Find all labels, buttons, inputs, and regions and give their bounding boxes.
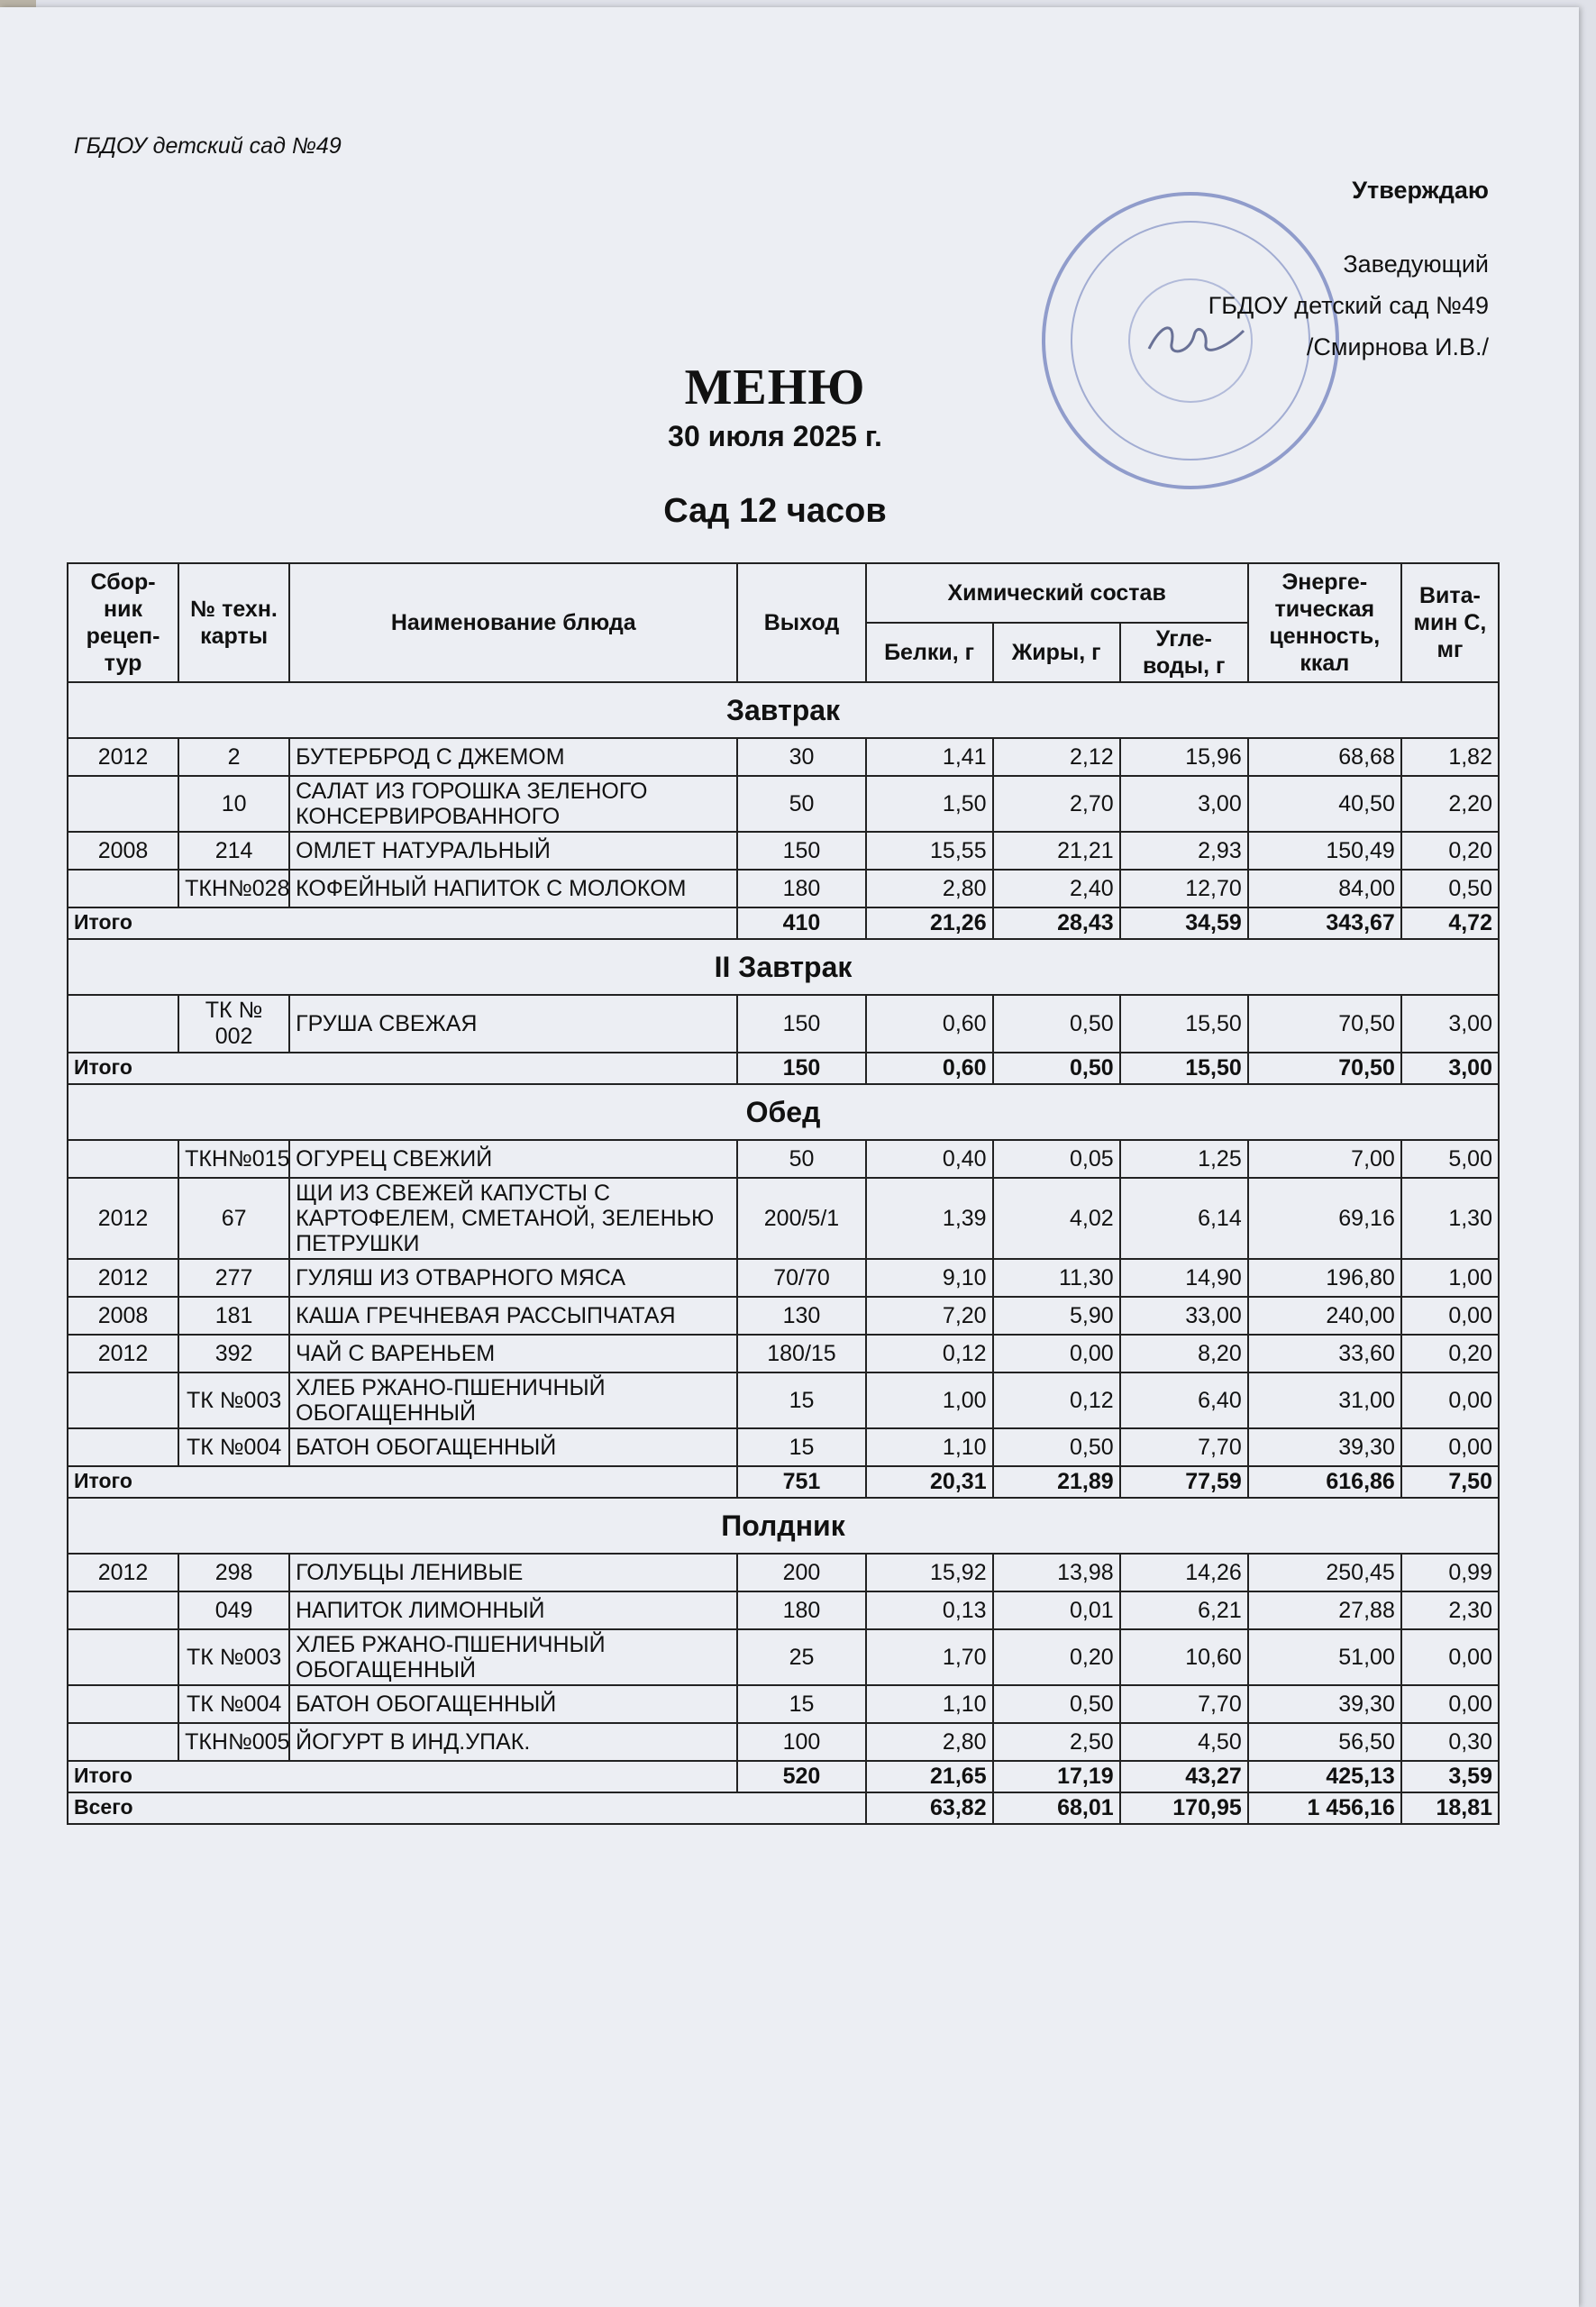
vitamin-value: 2,20 bbox=[1401, 776, 1499, 832]
dish-name: ГУЛЯШ ИЗ ОТВАРНОГО МЯСА bbox=[289, 1259, 737, 1297]
collection-year: 2012 bbox=[68, 1178, 178, 1259]
header-carbs: Угле-воды, г bbox=[1120, 623, 1248, 682]
carbs-value: 6,21 bbox=[1120, 1591, 1248, 1629]
dish-name: ХЛЕБ РЖАНО-ПШЕНИЧНЫЙ ОБОГАЩЕННЫЙ bbox=[289, 1629, 737, 1685]
fat-value: 4,02 bbox=[993, 1178, 1120, 1259]
carbs-value: 3,00 bbox=[1120, 776, 1248, 832]
dish-row bbox=[68, 1259, 1499, 1297]
menu-table bbox=[67, 562, 1500, 1825]
vitamin-value: 0,20 bbox=[1401, 832, 1499, 870]
total-energy: 616,86 bbox=[1248, 1466, 1401, 1498]
total-row bbox=[68, 1053, 1499, 1084]
output-grams: 100 bbox=[737, 1723, 865, 1761]
fat-value: 2,50 bbox=[993, 1723, 1120, 1761]
output-grams: 180/15 bbox=[737, 1335, 865, 1372]
fat-value: 0,05 bbox=[993, 1140, 1120, 1178]
carbs-value: 2,93 bbox=[1120, 832, 1248, 870]
output-grams: 150 bbox=[737, 995, 865, 1053]
card-number: ТК №004 bbox=[178, 1428, 289, 1466]
collection-year bbox=[68, 870, 178, 907]
card-number: 2 bbox=[178, 738, 289, 776]
dish-name: КАША ГРЕЧНЕВАЯ РАССЫПЧАТАЯ bbox=[289, 1297, 737, 1335]
collection-year bbox=[68, 1685, 178, 1723]
energy-value: 7,00 bbox=[1248, 1140, 1401, 1178]
collection-year bbox=[68, 995, 178, 1053]
total-output: 150 bbox=[737, 1053, 865, 1084]
fat-value: 0,50 bbox=[993, 1428, 1120, 1466]
output-grams: 30 bbox=[737, 738, 865, 776]
energy-value: 51,00 bbox=[1248, 1629, 1401, 1685]
dish-name: БУТЕРБРОД С ДЖЕМОМ bbox=[289, 738, 737, 776]
carbs-value: 12,70 bbox=[1120, 870, 1248, 907]
total-carbs: 15,50 bbox=[1120, 1053, 1248, 1084]
dish-row bbox=[68, 1178, 1499, 1259]
carbs-value: 6,14 bbox=[1120, 1178, 1248, 1259]
energy-value: 27,88 bbox=[1248, 1591, 1401, 1629]
fat-value: 0,00 bbox=[993, 1335, 1120, 1372]
header-dish: Наименование блюда bbox=[289, 563, 737, 682]
total-fat: 21,89 bbox=[993, 1466, 1120, 1498]
dish-row bbox=[68, 832, 1499, 870]
menu-date: 30 июля 2025 г. bbox=[668, 420, 882, 452]
total-label: Итого bbox=[68, 907, 737, 939]
protein-value: 1,70 bbox=[866, 1629, 993, 1685]
protein-value: 15,55 bbox=[866, 832, 993, 870]
protein-value: 0,12 bbox=[866, 1335, 993, 1372]
energy-value: 31,00 bbox=[1248, 1372, 1401, 1428]
total-row bbox=[68, 907, 1499, 939]
total-label: Итого bbox=[68, 1053, 737, 1084]
energy-value: 69,16 bbox=[1248, 1178, 1401, 1259]
approval-heading: Утверждаю bbox=[1352, 177, 1489, 204]
total-vitamin: 7,50 bbox=[1401, 1466, 1499, 1498]
vitamin-value: 0,00 bbox=[1401, 1372, 1499, 1428]
card-number: ТК № 002 bbox=[178, 995, 289, 1053]
total-protein: 0,60 bbox=[866, 1053, 993, 1084]
dish-name: ЧАЙ С ВАРЕНЬЕМ bbox=[289, 1335, 737, 1372]
output-grams: 180 bbox=[737, 1591, 865, 1629]
protein-value: 1,50 bbox=[866, 776, 993, 832]
collection-year: 2012 bbox=[68, 1259, 178, 1297]
total-protein: 21,26 bbox=[866, 907, 993, 939]
approval-org: ГБДОУ детский сад №49 bbox=[1208, 292, 1489, 319]
total-energy: 425,13 bbox=[1248, 1761, 1401, 1792]
dish-name: НАПИТОК ЛИМОННЫЙ bbox=[289, 1591, 737, 1629]
output-grams: 200 bbox=[737, 1554, 865, 1591]
dish-name: ГОЛУБЦЫ ЛЕНИВЫЕ bbox=[289, 1554, 737, 1591]
protein-value: 2,80 bbox=[866, 1723, 993, 1761]
fat-value: 13,98 bbox=[993, 1554, 1120, 1591]
approval-block bbox=[1020, 169, 1489, 368]
card-number: ТКН№015 bbox=[178, 1140, 289, 1178]
collection-year bbox=[68, 1428, 178, 1466]
carbs-value: 10,60 bbox=[1120, 1629, 1248, 1685]
dish-row bbox=[68, 1140, 1499, 1178]
collection-year bbox=[68, 1372, 178, 1428]
protein-value: 1,41 bbox=[866, 738, 993, 776]
protein-value: 1,00 bbox=[866, 1372, 993, 1428]
total-output: 751 bbox=[737, 1466, 865, 1498]
protein-value: 1,39 bbox=[866, 1178, 993, 1259]
energy-value: 68,68 bbox=[1248, 738, 1401, 776]
collection-year: 2008 bbox=[68, 832, 178, 870]
protein-value: 1,10 bbox=[866, 1685, 993, 1723]
document-page bbox=[0, 7, 1579, 2307]
fat-value: 0,50 bbox=[993, 995, 1120, 1053]
output-grams: 180 bbox=[737, 870, 865, 907]
total-label: Итого bbox=[68, 1466, 737, 1498]
output-grams: 130 bbox=[737, 1297, 865, 1335]
section-title: Завтрак bbox=[68, 682, 1499, 738]
total-energy: 343,67 bbox=[1248, 907, 1401, 939]
vitamin-value: 0,99 bbox=[1401, 1554, 1499, 1591]
carbs-value: 14,26 bbox=[1120, 1554, 1248, 1591]
header-vitamin: Вита-мин С, мг bbox=[1401, 563, 1499, 682]
dish-name: БАТОН ОБОГАЩЕННЫЙ bbox=[289, 1685, 737, 1723]
dish-name: ОМЛЕТ НАТУРАЛЬНЫЙ bbox=[289, 832, 737, 870]
protein-value: 1,10 bbox=[866, 1428, 993, 1466]
protein-value: 15,92 bbox=[866, 1554, 993, 1591]
dish-row bbox=[68, 1335, 1499, 1372]
fat-value: 0,12 bbox=[993, 1372, 1120, 1428]
section-row bbox=[68, 1498, 1499, 1554]
vitamin-value: 0,50 bbox=[1401, 870, 1499, 907]
header-output: Выход bbox=[737, 563, 865, 682]
total-vitamin: 3,00 bbox=[1401, 1053, 1499, 1084]
output-grams: 50 bbox=[737, 776, 865, 832]
dish-row bbox=[68, 1629, 1499, 1685]
protein-value: 0,60 bbox=[866, 995, 993, 1053]
dish-name: САЛАТ ИЗ ГОРОШКА ЗЕЛЕНОГО КОНСЕРВИРОВАННОГО bbox=[289, 776, 737, 832]
fat-value: 0,20 bbox=[993, 1629, 1120, 1685]
carbs-value: 4,50 bbox=[1120, 1723, 1248, 1761]
section-row bbox=[68, 1084, 1499, 1140]
collection-year: 2008 bbox=[68, 1297, 178, 1335]
carbs-value: 8,20 bbox=[1120, 1335, 1248, 1372]
grand-total-label: Всего bbox=[68, 1792, 866, 1824]
protein-value: 9,10 bbox=[866, 1259, 993, 1297]
vitamin-value: 3,00 bbox=[1401, 995, 1499, 1053]
vitamin-value: 1,82 bbox=[1401, 738, 1499, 776]
collection-year: 2012 bbox=[68, 738, 178, 776]
vitamin-value: 1,00 bbox=[1401, 1259, 1499, 1297]
header-card: № техн. карты bbox=[178, 563, 289, 682]
vitamin-value: 0,30 bbox=[1401, 1723, 1499, 1761]
carbs-value: 1,25 bbox=[1120, 1140, 1248, 1178]
energy-value: 39,30 bbox=[1248, 1428, 1401, 1466]
energy-value: 150,49 bbox=[1248, 832, 1401, 870]
carbs-value: 14,90 bbox=[1120, 1259, 1248, 1297]
dish-row bbox=[68, 1554, 1499, 1591]
carbs-value: 7,70 bbox=[1120, 1685, 1248, 1723]
fat-value: 2,12 bbox=[993, 738, 1120, 776]
energy-value: 56,50 bbox=[1248, 1723, 1401, 1761]
card-number: ТКН№028 bbox=[178, 870, 289, 907]
card-number: 298 bbox=[178, 1554, 289, 1591]
header-chemical: Химический состав bbox=[866, 563, 1248, 623]
fat-value: 21,21 bbox=[993, 832, 1120, 870]
section-title: Обед bbox=[68, 1084, 1499, 1140]
carbs-value: 15,96 bbox=[1120, 738, 1248, 776]
protein-value: 0,40 bbox=[866, 1140, 993, 1178]
dish-name: ОГУРЕЦ СВЕЖИЙ bbox=[289, 1140, 737, 1178]
section-row bbox=[68, 682, 1499, 738]
collection-year: 2012 bbox=[68, 1335, 178, 1372]
dish-row bbox=[68, 1372, 1499, 1428]
energy-value: 40,50 bbox=[1248, 776, 1401, 832]
card-number: 67 bbox=[178, 1178, 289, 1259]
energy-value: 84,00 bbox=[1248, 870, 1401, 907]
header-energy: Энерге-тическая ценность, ккал bbox=[1248, 563, 1401, 682]
total-carbs: 77,59 bbox=[1120, 1466, 1248, 1498]
protein-value: 7,20 bbox=[866, 1297, 993, 1335]
grand-total-row bbox=[68, 1792, 1499, 1824]
total-fat: 28,43 bbox=[993, 907, 1120, 939]
total-fat: 0,50 bbox=[993, 1053, 1120, 1084]
vitamin-value: 0,00 bbox=[1401, 1685, 1499, 1723]
dish-row bbox=[68, 1723, 1499, 1761]
dish-row bbox=[68, 1297, 1499, 1335]
energy-value: 250,45 bbox=[1248, 1554, 1401, 1591]
fat-value: 11,30 bbox=[993, 1259, 1120, 1297]
card-number: 10 bbox=[178, 776, 289, 832]
total-carbs: 34,59 bbox=[1120, 907, 1248, 939]
energy-value: 33,60 bbox=[1248, 1335, 1401, 1372]
dish-name: ЩИ ИЗ СВЕЖЕЙ КАПУСТЫ С КАРТОФЕЛЕМ, СМЕТАНОЙ, ЗЕЛЕНЬЮ ПЕТРУШКИ bbox=[289, 1178, 737, 1259]
carbs-value: 15,50 bbox=[1120, 995, 1248, 1053]
output-grams: 15 bbox=[737, 1428, 865, 1466]
output-grams: 150 bbox=[737, 832, 865, 870]
vitamin-value: 0,00 bbox=[1401, 1297, 1499, 1335]
total-output: 410 bbox=[737, 907, 865, 939]
grand-total-protein: 63,82 bbox=[866, 1792, 993, 1824]
energy-value: 196,80 bbox=[1248, 1259, 1401, 1297]
card-number: ТК №004 bbox=[178, 1685, 289, 1723]
vitamin-value: 0,00 bbox=[1401, 1428, 1499, 1466]
total-protein: 21,65 bbox=[866, 1761, 993, 1792]
dish-name: БАТОН ОБОГАЩЕННЫЙ bbox=[289, 1428, 737, 1466]
dish-name: КОФЕЙНЫЙ НАПИТОК С МОЛОКОМ bbox=[289, 870, 737, 907]
total-fat: 17,19 bbox=[993, 1761, 1120, 1792]
total-carbs: 43,27 bbox=[1120, 1761, 1248, 1792]
energy-value: 240,00 bbox=[1248, 1297, 1401, 1335]
collection-year bbox=[68, 776, 178, 832]
total-output: 520 bbox=[737, 1761, 865, 1792]
total-label: Итого bbox=[68, 1761, 737, 1792]
card-number: 392 bbox=[178, 1335, 289, 1372]
dish-name: ХЛЕБ РЖАНО-ПШЕНИЧНЫЙ ОБОГАЩЕННЫЙ bbox=[289, 1372, 737, 1428]
total-energy: 70,50 bbox=[1248, 1053, 1401, 1084]
grand-total-energy: 1 456,16 bbox=[1248, 1792, 1401, 1824]
page-title: МЕНЮ bbox=[684, 360, 866, 415]
dish-name: ГРУША СВЕЖАЯ bbox=[289, 995, 737, 1053]
collection-year: 2012 bbox=[68, 1554, 178, 1591]
card-number: 277 bbox=[178, 1259, 289, 1297]
fat-value: 0,01 bbox=[993, 1591, 1120, 1629]
grand-total-vitamin: 18,81 bbox=[1401, 1792, 1499, 1824]
approval-signature-name: /Смирнова И.В./ bbox=[1306, 333, 1489, 360]
approval-position: Заведующий bbox=[1343, 251, 1489, 278]
card-number: 214 bbox=[178, 832, 289, 870]
grand-total-carbs: 170,95 bbox=[1120, 1792, 1248, 1824]
card-number: ТКН№005 bbox=[178, 1723, 289, 1761]
carbs-value: 6,40 bbox=[1120, 1372, 1248, 1428]
fat-value: 2,40 bbox=[993, 870, 1120, 907]
collection-year bbox=[68, 1629, 178, 1685]
card-number: 049 bbox=[178, 1591, 289, 1629]
menu-subtitle: Сад 12 часов bbox=[663, 492, 887, 530]
protein-value: 0,13 bbox=[866, 1591, 993, 1629]
output-grams: 15 bbox=[737, 1372, 865, 1428]
vitamin-value: 0,20 bbox=[1401, 1335, 1499, 1372]
collection-year bbox=[68, 1140, 178, 1178]
dish-row bbox=[68, 738, 1499, 776]
collection-year bbox=[68, 1723, 178, 1761]
total-protein: 20,31 bbox=[866, 1466, 993, 1498]
carbs-value: 7,70 bbox=[1120, 1428, 1248, 1466]
card-number: ТК №003 bbox=[178, 1372, 289, 1428]
total-row bbox=[68, 1466, 1499, 1498]
total-row bbox=[68, 1761, 1499, 1792]
dish-row bbox=[68, 870, 1499, 907]
fat-value: 2,70 bbox=[993, 776, 1120, 832]
header-fat: Жиры, г bbox=[993, 623, 1120, 682]
header-protein: Белки, г bbox=[866, 623, 993, 682]
protein-value: 2,80 bbox=[866, 870, 993, 907]
dish-name: ЙОГУРТ В ИНД.УПАК. bbox=[289, 1723, 737, 1761]
total-vitamin: 4,72 bbox=[1401, 907, 1499, 939]
dish-row bbox=[68, 1685, 1499, 1723]
dish-row bbox=[68, 995, 1499, 1053]
fat-value: 5,90 bbox=[993, 1297, 1120, 1335]
grand-total-fat: 68,01 bbox=[993, 1792, 1120, 1824]
organization-name: ГБДОУ детский сад №49 bbox=[74, 133, 342, 159]
vitamin-value: 2,30 bbox=[1401, 1591, 1499, 1629]
vitamin-value: 0,00 bbox=[1401, 1629, 1499, 1685]
section-title: Полдник bbox=[68, 1498, 1499, 1554]
header-collection: Сбор-ник рецеп-тур bbox=[68, 563, 178, 682]
dish-row bbox=[68, 776, 1499, 832]
dish-row bbox=[68, 1591, 1499, 1629]
card-number: ТК №003 bbox=[178, 1629, 289, 1685]
total-vitamin: 3,59 bbox=[1401, 1761, 1499, 1792]
output-grams: 25 bbox=[737, 1629, 865, 1685]
energy-value: 70,50 bbox=[1248, 995, 1401, 1053]
vitamin-value: 1,30 bbox=[1401, 1178, 1499, 1259]
section-title: II Завтрак bbox=[68, 939, 1499, 995]
dish-row bbox=[68, 1428, 1499, 1466]
menu-table-body bbox=[68, 682, 1499, 1824]
card-number: 181 bbox=[178, 1297, 289, 1335]
energy-value: 39,30 bbox=[1248, 1685, 1401, 1723]
output-grams: 200/5/1 bbox=[737, 1178, 865, 1259]
output-grams: 15 bbox=[737, 1685, 865, 1723]
section-row bbox=[68, 939, 1499, 995]
output-grams: 70/70 bbox=[737, 1259, 865, 1297]
vitamin-value: 5,00 bbox=[1401, 1140, 1499, 1178]
output-grams: 50 bbox=[737, 1140, 865, 1178]
fat-value: 0,50 bbox=[993, 1685, 1120, 1723]
collection-year bbox=[68, 1591, 178, 1629]
carbs-value: 33,00 bbox=[1120, 1297, 1248, 1335]
